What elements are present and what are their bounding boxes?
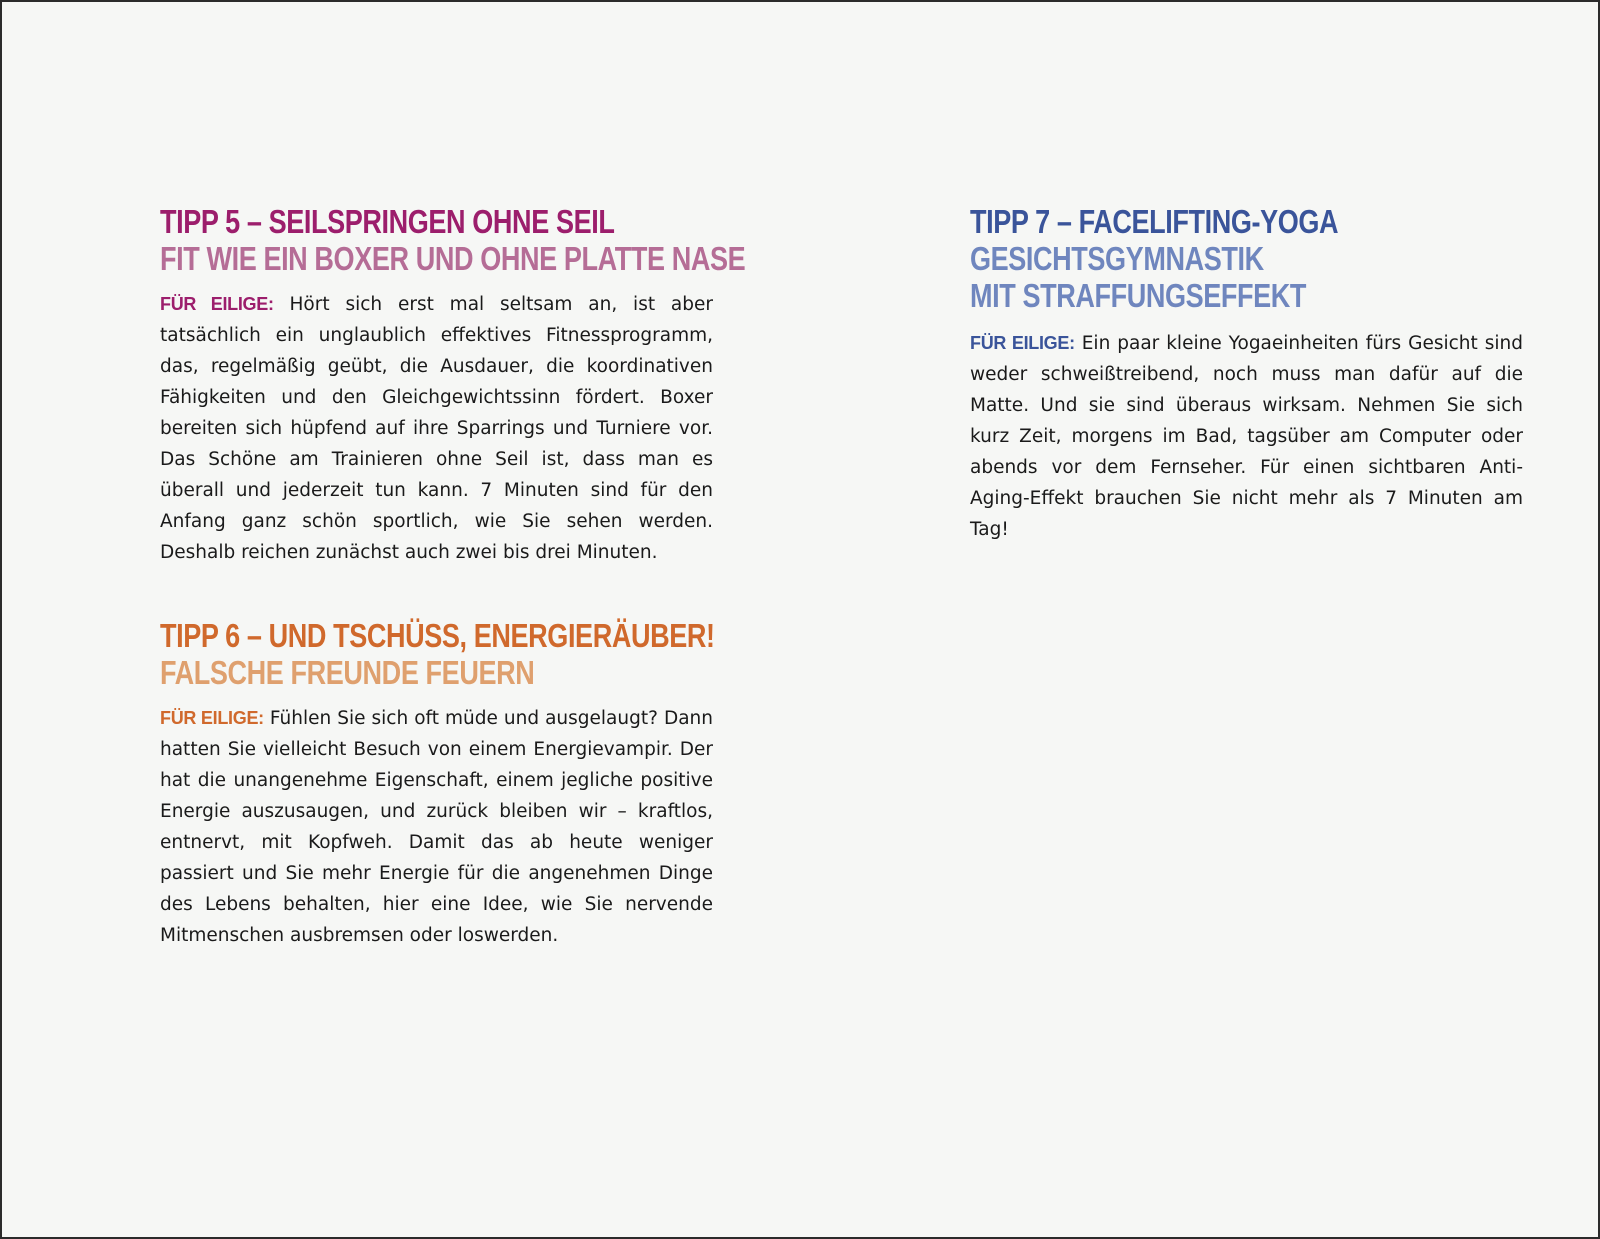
- tip-6-text: Fühlen Sie sich oft müde und ausgelaugt? Dann hatten Sie vielleicht Besuch von einem Energievampir. Der hat die unangenehme Eigenschaft, einem jegliche positive Energie auszusaugen, und zurück bleiben wir – kraftlos, entnervt, mit Kopfweh. Damit das ab heute weniger passiert und Sie mehr Energie für die angenehmen Dinge des Lebens behalten, hier eine Idee, wie Sie nervende Mitmenschen ausbremsen oder loswerden.: [160, 708, 713, 946]
- tip-5-subtitle: FIT WIE EIN BOXER UND OHNE PLATTE NASE: [160, 240, 746, 277]
- tip-5-tag: FÜR EILIGE:: [160, 294, 274, 314]
- tip-5-section: [160, 203, 746, 568]
- tip-6-body: [160, 703, 713, 951]
- tip-5-text: Hört sich erst mal seltsam an, ist aber tatsächlich ein unglaublich effektives Fitnessprogramm, das, regelmäßig geübt, die Ausdauer, die koordinativen Fähigkeiten und den Gleichgewichtssinn fördert. Boxer bereiten sich hüpfend auf ihre Sparrings und Turniere vor. Das Schöne am Trainieren ohne Seil ist, dass man es überall und jederzeit tun kann. 7 Minuten sind für den Anfang ganz schön sportlich, wie Sie sehen werden. Deshalb reichen zunächst auch zwei bis drei Minuten.: [160, 294, 713, 563]
- tip-7-subtitle-line-2: MIT STRAFFUNGSEFFEKT: [970, 277, 1307, 314]
- tip-5-title: TIPP 5 – SEILSPRINGEN OHNE SEIL: [160, 203, 615, 240]
- tip-7-tag: FÜR EILIGE:: [970, 333, 1075, 353]
- tip-7-text: Ein paar kleine Yogaeinheiten fürs Gesicht sind weder schweißtreibend, noch muss man dafür auf die Matte. Und sie sind überaus wirksam. Nehmen Sie sich kurz Zeit, morgens im Bad, tagsüber am Computer oder abends vor dem Fernseher. Für einen sichtbaren Anti-Aging-Effekt brauchen Sie nicht mehr als 7 Minuten am Tag!: [970, 333, 1523, 540]
- tip-7-body: [970, 328, 1523, 545]
- tip-6-title: TIPP 6 – UND TSCHÜSS, ENERGIERÄUBER!: [160, 617, 715, 654]
- tip-5-body: [160, 289, 713, 568]
- tip-7-subtitle-line-1: GESICHTSGYMNASTIK: [970, 240, 1264, 277]
- tip-7-section: [970, 203, 1523, 545]
- tip-6-tag: FÜR EILIGE:: [160, 708, 264, 728]
- tip-6-subtitle: FALSCHE FREUNDE FEUERN: [160, 654, 535, 691]
- tip-7-title: TIPP 7 – FACELIFTING-YOGA: [970, 203, 1339, 240]
- tip-6-section: [160, 617, 713, 951]
